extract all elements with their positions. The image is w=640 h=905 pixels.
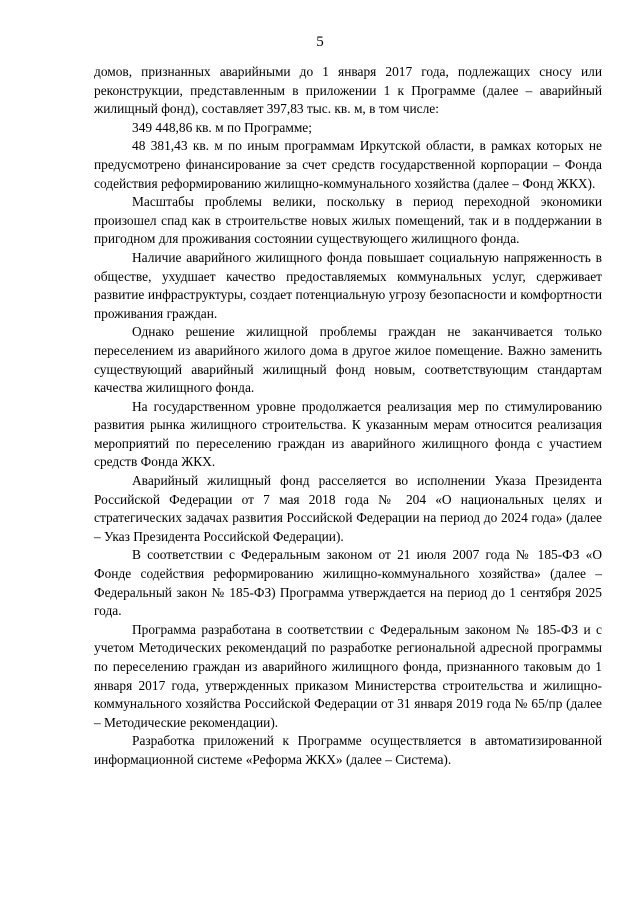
- document-body: [94, 63, 602, 770]
- paragraph-system: Разработка приложений к Программе осуществляется в автоматизированной информационной системе «Реформа ЖКХ» (далее – Система).: [94, 733, 602, 767]
- paragraph-methodical-recommendations: Программа разработана в соответствии с Федеральным законом № 185-ФЗ и с учетом Методических рекомендаций по разработке региональной адресной программы по переселению граждан из аварийного жилищного фонда, признанного таковым до 1 января 2017 года, утвержденных приказом Министерства строительства и жилищно-коммунального хозяйства Российской Федерации от 31 января 2019 года № 65/пр (далее – Методические рекомендации).: [94, 621, 602, 730]
- paragraph-social-tension: Наличие аварийного жилищного фонда повышает социальную напряженность в обществе, ухудшает качество предоставляемых коммунальных услуг, сдерживает развитие инфраструктуры, создает потенциальную угрозу безопасности и комфортности проживания граждан.: [94, 249, 602, 321]
- paragraph-federal-law: В соответствии с Федеральным законом от 21 июля 2007 года № 185-ФЗ «О Фонде содействия реформированию жилищно-коммунального хозяйства» (далее – Федеральный закон № 185-ФЗ) Программа утверждается на период до 1 сентября 2025 года.: [94, 547, 602, 619]
- page-number: 5: [316, 34, 324, 50]
- paragraph-other-programs-area: 48 381,43 кв. м по иным программам Иркутской области, в рамках которых не предусмотрено финансирование за счет средств государственной корпорации – Фонда содействия реформированию жилищно-коммунального хозяйства (далее – Фонд ЖКХ).: [94, 138, 602, 191]
- paragraph-presidential-decree: Аварийный жилищный фонд расселяется во исполнении Указа Президента Российской Федерации от 7 мая 2018 года № 204 «О национальных целях и стратегических задачах развития Российской Федерации на период до 2024 года» (далее – Указ Президента Российской Федерации).: [94, 473, 602, 544]
- paragraph-housing-replacement: Однако решение жилищной проблемы граждан не заканчивается только переселением из аварийного жилого дома в другое жилое помещение. Важно заменить существующий аварийный жилищный фонд новым, соответствующим стандартам качества жилищного фонда.: [94, 324, 602, 396]
- paragraph-continuation: домов, признанных аварийными до 1 января 2017 года, подлежащих сносу или реконструкции, представленным в приложении 1 к Программе (далее – аварийный жилищный фонд), составляет 397,83 тыс. кв. м, в том числе:: [94, 64, 602, 117]
- paragraph-state-measures: На государственном уровне продолжается реализация мер по стимулированию развития рынка жилищного строительства. К указанным мерам относится реализация мероприятий по переселению граждан из аварийного жилищного фонда с участием средств Фонда ЖКХ.: [94, 398, 602, 470]
- paragraph-problem-scale: Масштабы проблемы велики, поскольку в период переходной экономики произошел спад как в строительстве новых жилых помещений, так и в поддержании в пригодном для проживания состоянии существующего жилищного фонда.: [94, 194, 602, 247]
- paragraph-program-area: 349 448,86 кв. м по Программе;: [132, 119, 312, 135]
